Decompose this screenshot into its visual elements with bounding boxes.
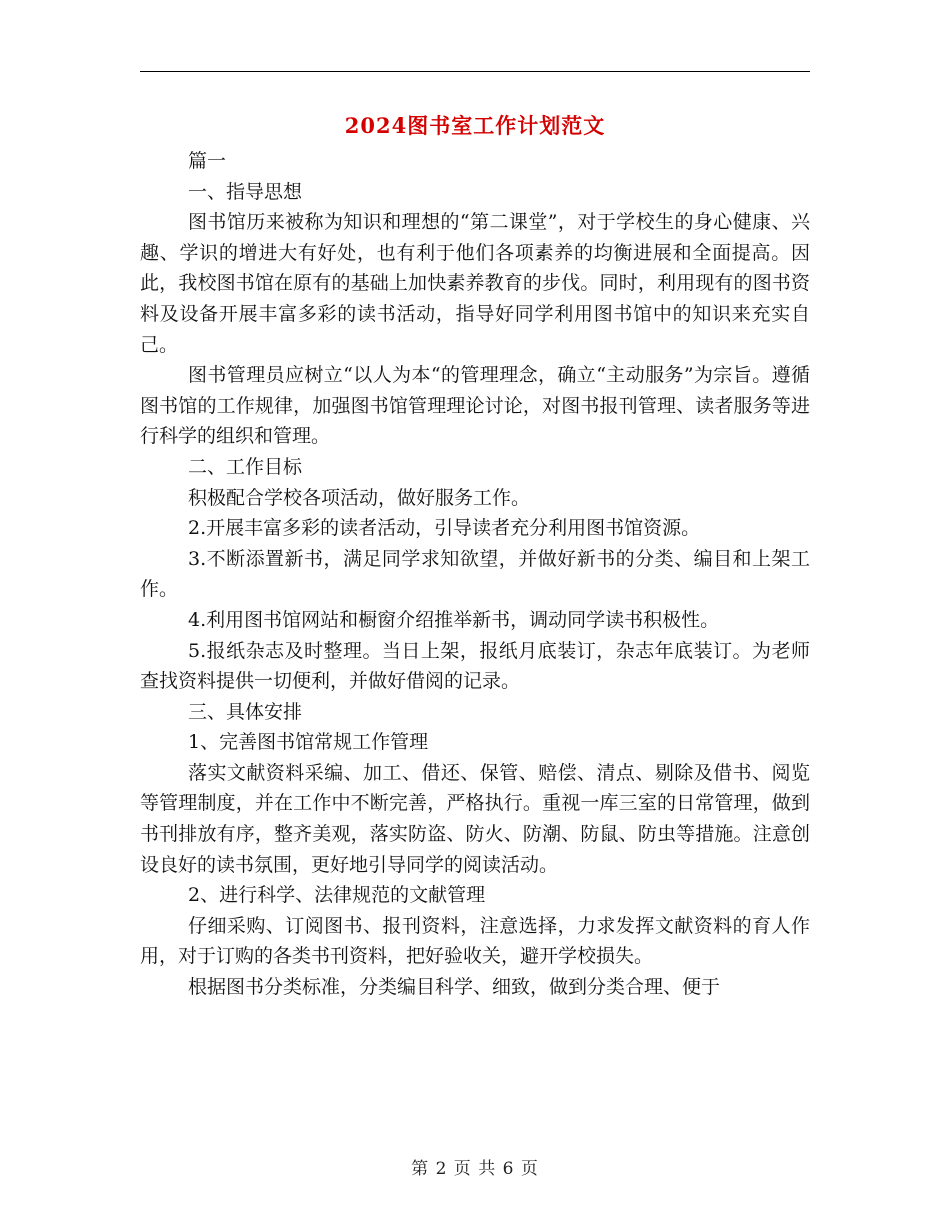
paragraph: 篇一 [188, 150, 227, 172]
section-heading: 一、指导思想 [188, 180, 303, 203]
document-body [140, 146, 810, 1003]
section-heading: 二、工作目标 [188, 455, 303, 478]
document-title: 2024图书室工作计划范文 [344, 113, 606, 138]
list-item: 4.利用图书馆网站和橱窗介绍推举新书，调动同学读书积极性。 [188, 608, 720, 631]
paragraph: 积极配合学校各项活动，做好服务工作。 [188, 486, 531, 509]
subsection-heading: 1、完善图书馆常规工作管理 [188, 731, 429, 754]
list-item: 2.开展丰富多彩的读者活动，引导读者充分利用图书馆资源。 [188, 517, 701, 540]
paragraph: 根据图书分类标准，分类编目科学、细致，做到分类合理、便于 [188, 976, 721, 999]
paragraph: 图书馆历来被称为知识和理想的“第二课堂”，对于学校生的身心健康、兴趣、学识的增进大有好处，也有利于他们各项素养的均衡进展和全面提高。因此，我校图书馆在原有的基础上加快素养教育的步伐。同时，利用现有的图书资料及设备开展丰富多彩的读书活动，指导好同学利用图书馆中的知识来充实自己。 [140, 211, 810, 356]
header-rule [140, 71, 810, 72]
section-heading: 三、具体安排 [188, 700, 303, 723]
paragraph: 落实文献资料采编、加工、借还、保管、赔偿、清点、剔除及借书、阅览等管理制度，并在工作中不断完善，严格执行。重视一库三室的日常管理，做到书刊排放有序，整齐美观，落实防盗、防火、防潮、防鼠、防虫等措施。注意创设良好的读书氛围，更好地引导同学的阅读活动。 [140, 761, 810, 876]
page-footer: 第 2 页 共 6 页 [411, 1159, 539, 1179]
paragraph: 仔细采购、订阅图书、报刊资料，注意选择，力求发挥文献资料的育人作用，对于订购的各类书刊资料，把好验收关，避开学校损失。 [140, 914, 810, 968]
subsection-heading: 2、进行科学、法律规范的文献管理 [188, 884, 486, 907]
list-item: 5.报纸杂志及时整理。当日上架，报纸月底装订，杂志年底装订。为老师查找资料提供一切便利，并做好借阅的记录。 [140, 639, 810, 693]
list-item: 3.不断添置新书，满足同学求知欲望，并做好新书的分类、编目和上架工作。 [140, 547, 810, 601]
paragraph: 图书管理员应树立“以人为本“的管理理念，确立“主动服务”为宗旨。遵循图书馆的工作规律，加强图书馆管理理论讨论，对图书报刊管理、读者服务等进行科学的组织和管理。 [140, 364, 810, 448]
